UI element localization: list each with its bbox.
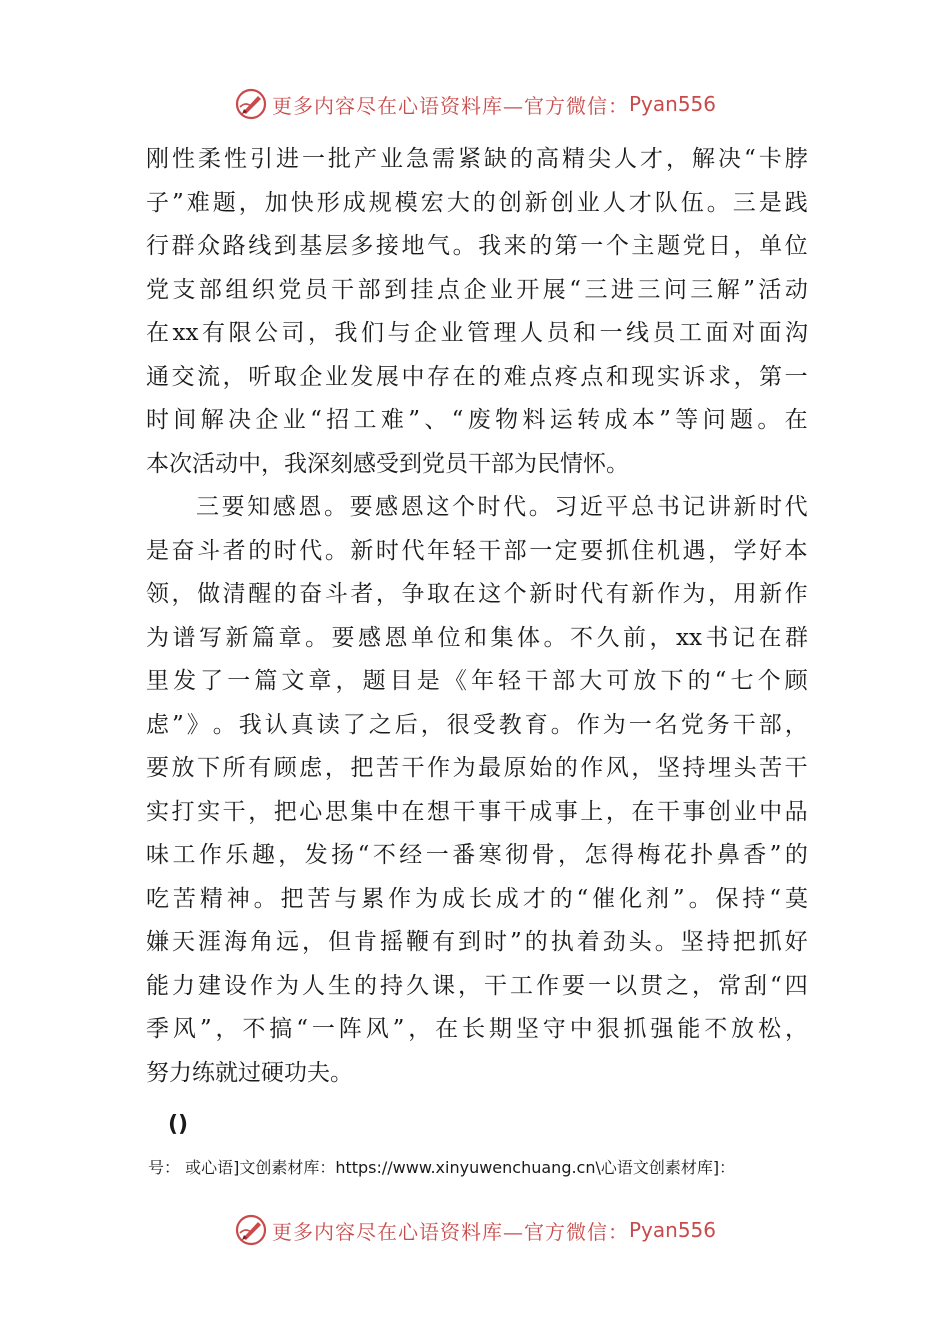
pen-logo-icon: [234, 1213, 268, 1247]
text-line: 能 力 建 设 作 为 人 生 的 持 久 课 ， 干 工 作 要 一 以 贯 之 ， 常 刮 “ 四: [146, 972, 808, 999]
text-line: 时 间 解 决 企 业 “ 招 工 难 ” 、 “ 废 物 料 运 转 成 本 ” 等 问 题 。 在: [146, 407, 808, 433]
source-footnote: 号： 或心语]文创素材库：https://www.xinyuwenchuang.cn\心语文创素材库]：: [148, 1158, 736, 1177]
text-line: 要 放 下 所 有 顾 虑 ， 把 苦 干 作 为 最 原 始 的 作 风 ， 坚 持 埋 头 苦 干: [146, 755, 808, 781]
watermark-wechat-id: Pyan556: [628, 92, 716, 116]
document-body: [146, 138, 808, 1095]
parentheses-marker: (): [168, 1112, 189, 1137]
pen-logo-icon: [234, 87, 268, 121]
text-line: 三 要 知 感 恩 。 要 感 恩 这 个 时 代 。 习 近 平 总 书 记 讲 新 时 代: [196, 494, 808, 520]
text-line: 子 ” 难 题 ， 加 快 形 成 规 模 宏 大 的 创 新 创 业 人 才 队 伍 。 三 是 践: [146, 189, 808, 216]
text-line: 本次活动中，我深刻感受到党员干部为民情怀。: [146, 450, 629, 477]
text-line: 在 xx 有 限 公 司 ， 我 们 与 企 业 管 理 人 员 和 一 线 员 工 面 对 面 沟: [146, 320, 808, 346]
text-line: 虑 ” 》 。 我 认 真 读 了 之 后 ， 很 受 教 育 。 作 为 一 名 党 务 干 部 ，: [146, 711, 808, 738]
text-line: 通 交 流 ， 听 取 企 业 发 展 中 存 在 的 难 点 疼 点 和 现 实 诉 求 ， 第 一: [146, 363, 808, 390]
header-watermark: [0, 84, 950, 124]
text-line: 实 打 实 干 ， 把 心 思 集 中 在 想 干 事 干 成 事 上 ， 在 干 事 创 业 中 品: [146, 798, 808, 825]
text-line: 行 群 众 路 线 到 基 层 多 接 地 气 。 我 来 的 第 一 个 主 题 党 日 ， 单 位: [146, 233, 808, 259]
text-line: 党 支 部 组 织 党 员 干 部 到 挂 点 企 业 开 展 “ 三 进 三 问 三 解 ” 活 动: [146, 276, 808, 303]
text-line: 味 工 作 乐 趣 ， 发 扬 “ 不 经 一 番 寒 彻 骨 ， 怎 得 梅 花 扑 鼻 香 ” 的: [146, 842, 808, 868]
text-line: 为 谱 写 新 篇 章 。 要 感 恩 单 位 和 集 体 。 不 久 前 ， xx 书 记 在 群: [146, 624, 808, 651]
watermark-text: 更多内容尽在心语资料库—官方微信：: [271, 93, 629, 118]
text-line: 刚 性 柔 性 引 进 一 批 产 业 急 需 紧 缺 的 高 精 尖 人 才 ， 解 决 “ 卡 脖: [146, 146, 808, 172]
text-line: 努力练就过硬功夫。: [146, 1059, 353, 1086]
text-line: 嫌 天 涯 海 角 远 ， 但 肯 摇 鞭 有 到 时 ” 的 执 着 劲 头 。 坚 持 把 抓 好: [146, 929, 808, 955]
text-line: 季 风 ” ， 不 搞 “ 一 阵 风 ” ， 在 长 期 坚 守 中 狠 抓 强 能 不 放 松 ，: [146, 1016, 808, 1042]
text-line: 里 发 了 一 篇 文 章 ， 题 目 是 《 年 轻 干 部 大 可 放 下 的 “ 七 个 顾: [146, 668, 808, 694]
text-line: 是 奋 斗 者 的 时 代 。 新 时 代 年 轻 干 部 一 定 要 抓 住 机 遇 ， 学 好 本: [146, 537, 808, 564]
watermark-text: 更多内容尽在心语资料库—官方微信：: [271, 1219, 629, 1244]
text-line: 领 ， 做 清 醒 的 奋 斗 者 ， 争 取 在 这 个 新 时 代 有 新 作 为 ， 用 新 作: [146, 581, 808, 607]
footer-watermark: [0, 1210, 950, 1250]
watermark-wechat-id: Pyan556: [628, 1218, 716, 1242]
text-line: 吃 苦 精 神 。 把 苦 与 累 作 为 成 长 成 才 的 “ 催 化 剂 ” 。 保 持 “ 莫: [146, 885, 808, 912]
